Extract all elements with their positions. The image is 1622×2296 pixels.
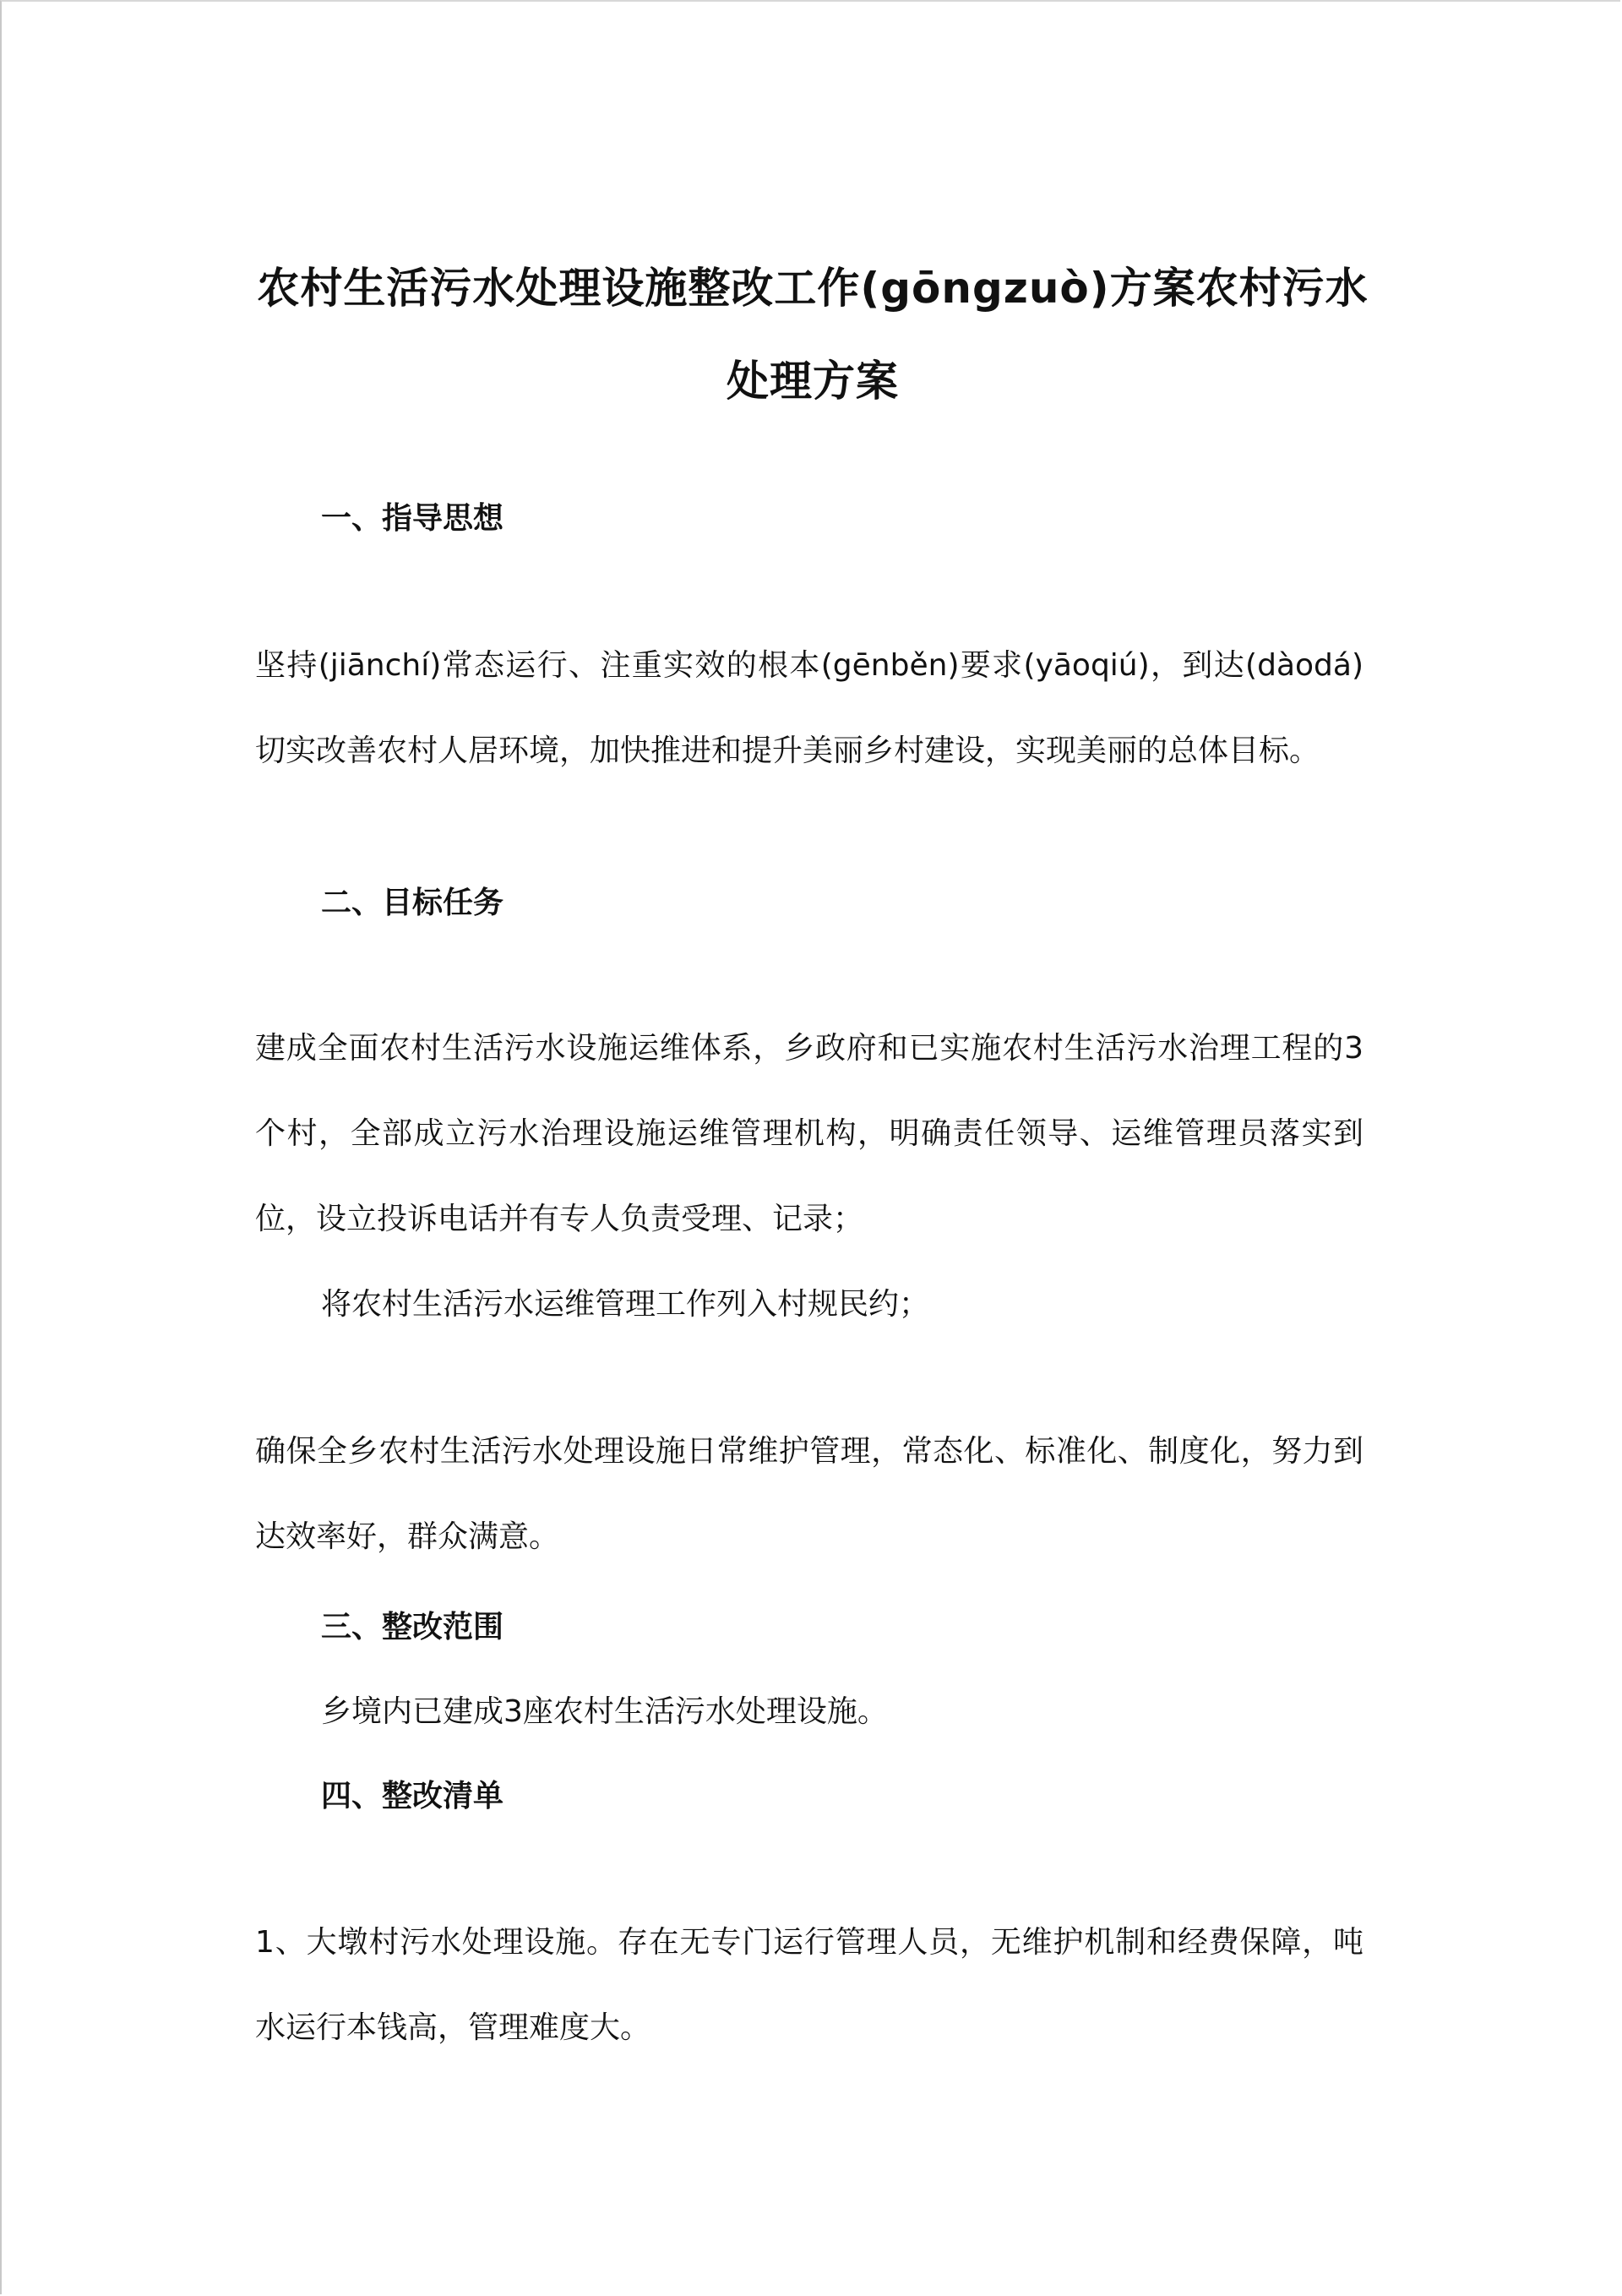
paragraph-list-item-1: 1、大墩村污水处理设施。存在无专门运行管理人员，无维护机制和经费保障，吨水运行本钱高，管理难度大。 <box>255 1925 1363 2045</box>
section-heading-1: 一、指导思想 <box>321 501 504 536</box>
paragraph-target-3: 确保全乡农村生活污水处理设施日常维护管理，常态化、标准化、制度化，努力到达效率好，群众满意。 <box>255 1434 1363 1554</box>
section-heading-3: 三、整改范围 <box>321 1610 504 1644</box>
document-title: 农村生活污水处理设施整改工作(gōngzuò)方案农村污水处理方案 <box>257 264 1369 406</box>
paragraph-scope: 乡境内已建成3座农村生活污水处理设施。 <box>321 1694 888 1729</box>
paragraph-target-1: 建成全面农村生活污水设施运维体系，乡政府和已实施农村生活污水治理工程的3个村，全部成立污水治理设施运维管理机构，明确责任领导、运维管理员落实到位，设立投诉电话并有专人负责受理、记录； <box>255 1031 1363 1236</box>
paragraph-target-2: 将农村生活污水运维管理工作列入村规民约； <box>321 1287 930 1322</box>
section-heading-4: 四、整改清单 <box>321 1779 504 1813</box>
paragraph-guiding-thought: 坚持(jiānchí)常态运行、注重实效的根本(gēnběn)要求(yāoqiú)，到达(dàodá)切实改善农村人居环境，加快推进和提升美丽乡村建设，实现美丽的总体目标。 <box>255 648 1363 768</box>
section-heading-2: 二、目标任务 <box>321 886 504 920</box>
